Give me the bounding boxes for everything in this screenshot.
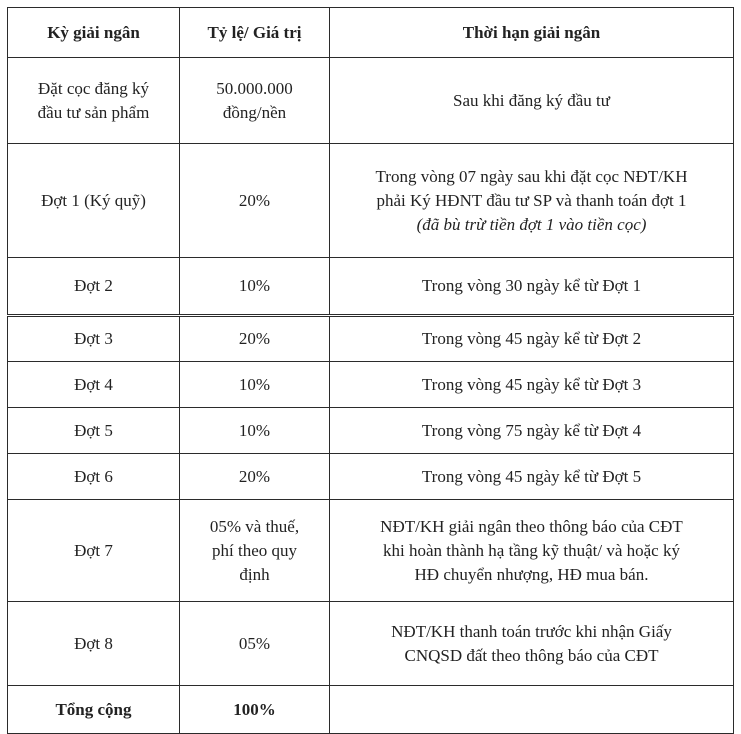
- table-header-row: [8, 8, 734, 58]
- total-rate: 100%: [180, 686, 330, 734]
- cell-text-line: đồng/nền: [222, 102, 287, 122]
- cell-deadline: Trong vòng 30 ngày kể từ Đợt 1: [330, 258, 734, 316]
- table-row-dot-4: [8, 362, 734, 408]
- cell-rate: 05%: [180, 602, 330, 686]
- header-deadline: Thời hạn giải ngân: [330, 8, 734, 58]
- cell-rate: 10%: [180, 362, 330, 408]
- cell-deadline: Trong vòng 75 ngày kể từ Đợt 4: [330, 408, 734, 454]
- cell-deadline: [330, 500, 734, 602]
- cell-deadline: [330, 58, 734, 144]
- cell-text-line: Trong vòng 07 ngày sau khi đặt cọc NĐT/KH: [375, 166, 688, 186]
- table-row-dot-6: [8, 454, 734, 500]
- cell-deadline: Trong vòng 45 ngày kể từ Đợt 5: [330, 454, 734, 500]
- header-period: Kỳ giải ngân: [8, 8, 180, 58]
- cell-rate: [180, 58, 330, 144]
- table-row-dot-2: [8, 258, 734, 316]
- cell-text-line: đầu tư sản phẩm: [37, 102, 150, 122]
- cell-rate: [180, 500, 330, 602]
- cell-period: Đợt 3: [8, 316, 180, 362]
- cell-period: Đợt 5: [8, 408, 180, 454]
- cell-rate: 10%: [180, 258, 330, 316]
- table-row-total: [8, 686, 734, 734]
- cell-period: Đợt 6: [8, 454, 180, 500]
- header-rate: Tỷ lệ/ Giá trị: [180, 8, 330, 58]
- cell-period: Đợt 7: [8, 500, 180, 602]
- cell-text-line: phí theo quy: [212, 540, 297, 560]
- table-row-dot-3: [8, 316, 734, 362]
- table-row-dot-7: [8, 500, 734, 602]
- cell-period: [8, 58, 180, 144]
- table-row-deposit: [8, 58, 734, 144]
- cell-text-line: 50.000.000: [216, 78, 293, 98]
- cell-period: Đợt 8: [8, 602, 180, 686]
- cell-text-line: phải Ký HĐNT đầu tư SP và thanh toán đợt 1: [376, 190, 687, 210]
- cell-text-line: NĐT/KH giải ngân theo thông báo của CĐT: [380, 516, 683, 536]
- cell-period: Đợt 2: [8, 258, 180, 316]
- cell-note-line: (đã bù trừ tiền đợt 1 vào tiền cọc): [416, 214, 647, 234]
- cell-text-line: Đặt cọc đăng ký: [38, 78, 149, 98]
- table-row-dot-5: [8, 408, 734, 454]
- cell-deadline: [330, 144, 734, 258]
- cell-rate: 20%: [180, 454, 330, 500]
- cell-deadline: [330, 602, 734, 686]
- table-row-dot-1: [8, 144, 734, 258]
- cell-period: Đợt 1 (Ký quỹ): [8, 144, 180, 258]
- cell-rate: 10%: [180, 408, 330, 454]
- cell-text-line: khi hoàn thành hạ tầng kỹ thuật/ và hoặc ký: [383, 540, 680, 560]
- cell-deadline: Trong vòng 45 ngày kể từ Đợt 2: [330, 316, 734, 362]
- cell-rate: 20%: [180, 144, 330, 258]
- cell-text-line: 05% và thuế,: [209, 516, 300, 536]
- cell-text-line: định: [239, 564, 270, 584]
- total-label: Tổng cộng: [8, 686, 180, 734]
- cell-deadline: Trong vòng 45 ngày kể từ Đợt 3: [330, 362, 734, 408]
- cell-text-line: CNQSD đất theo thông báo của CĐT: [404, 645, 659, 665]
- cell-period: Đợt 4: [8, 362, 180, 408]
- cell-text-line: Sau khi đăng ký đầu tư: [452, 90, 610, 110]
- cell-text-line: NĐT/KH thanh toán trước khi nhận Giấy: [391, 621, 672, 641]
- cell-text-line: HĐ chuyển nhượng, HĐ mua bán.: [414, 564, 649, 584]
- table-row-dot-8: [8, 602, 734, 686]
- total-deadline: [330, 686, 734, 734]
- cell-rate: 20%: [180, 316, 330, 362]
- disbursement-schedule-table: [7, 7, 734, 734]
